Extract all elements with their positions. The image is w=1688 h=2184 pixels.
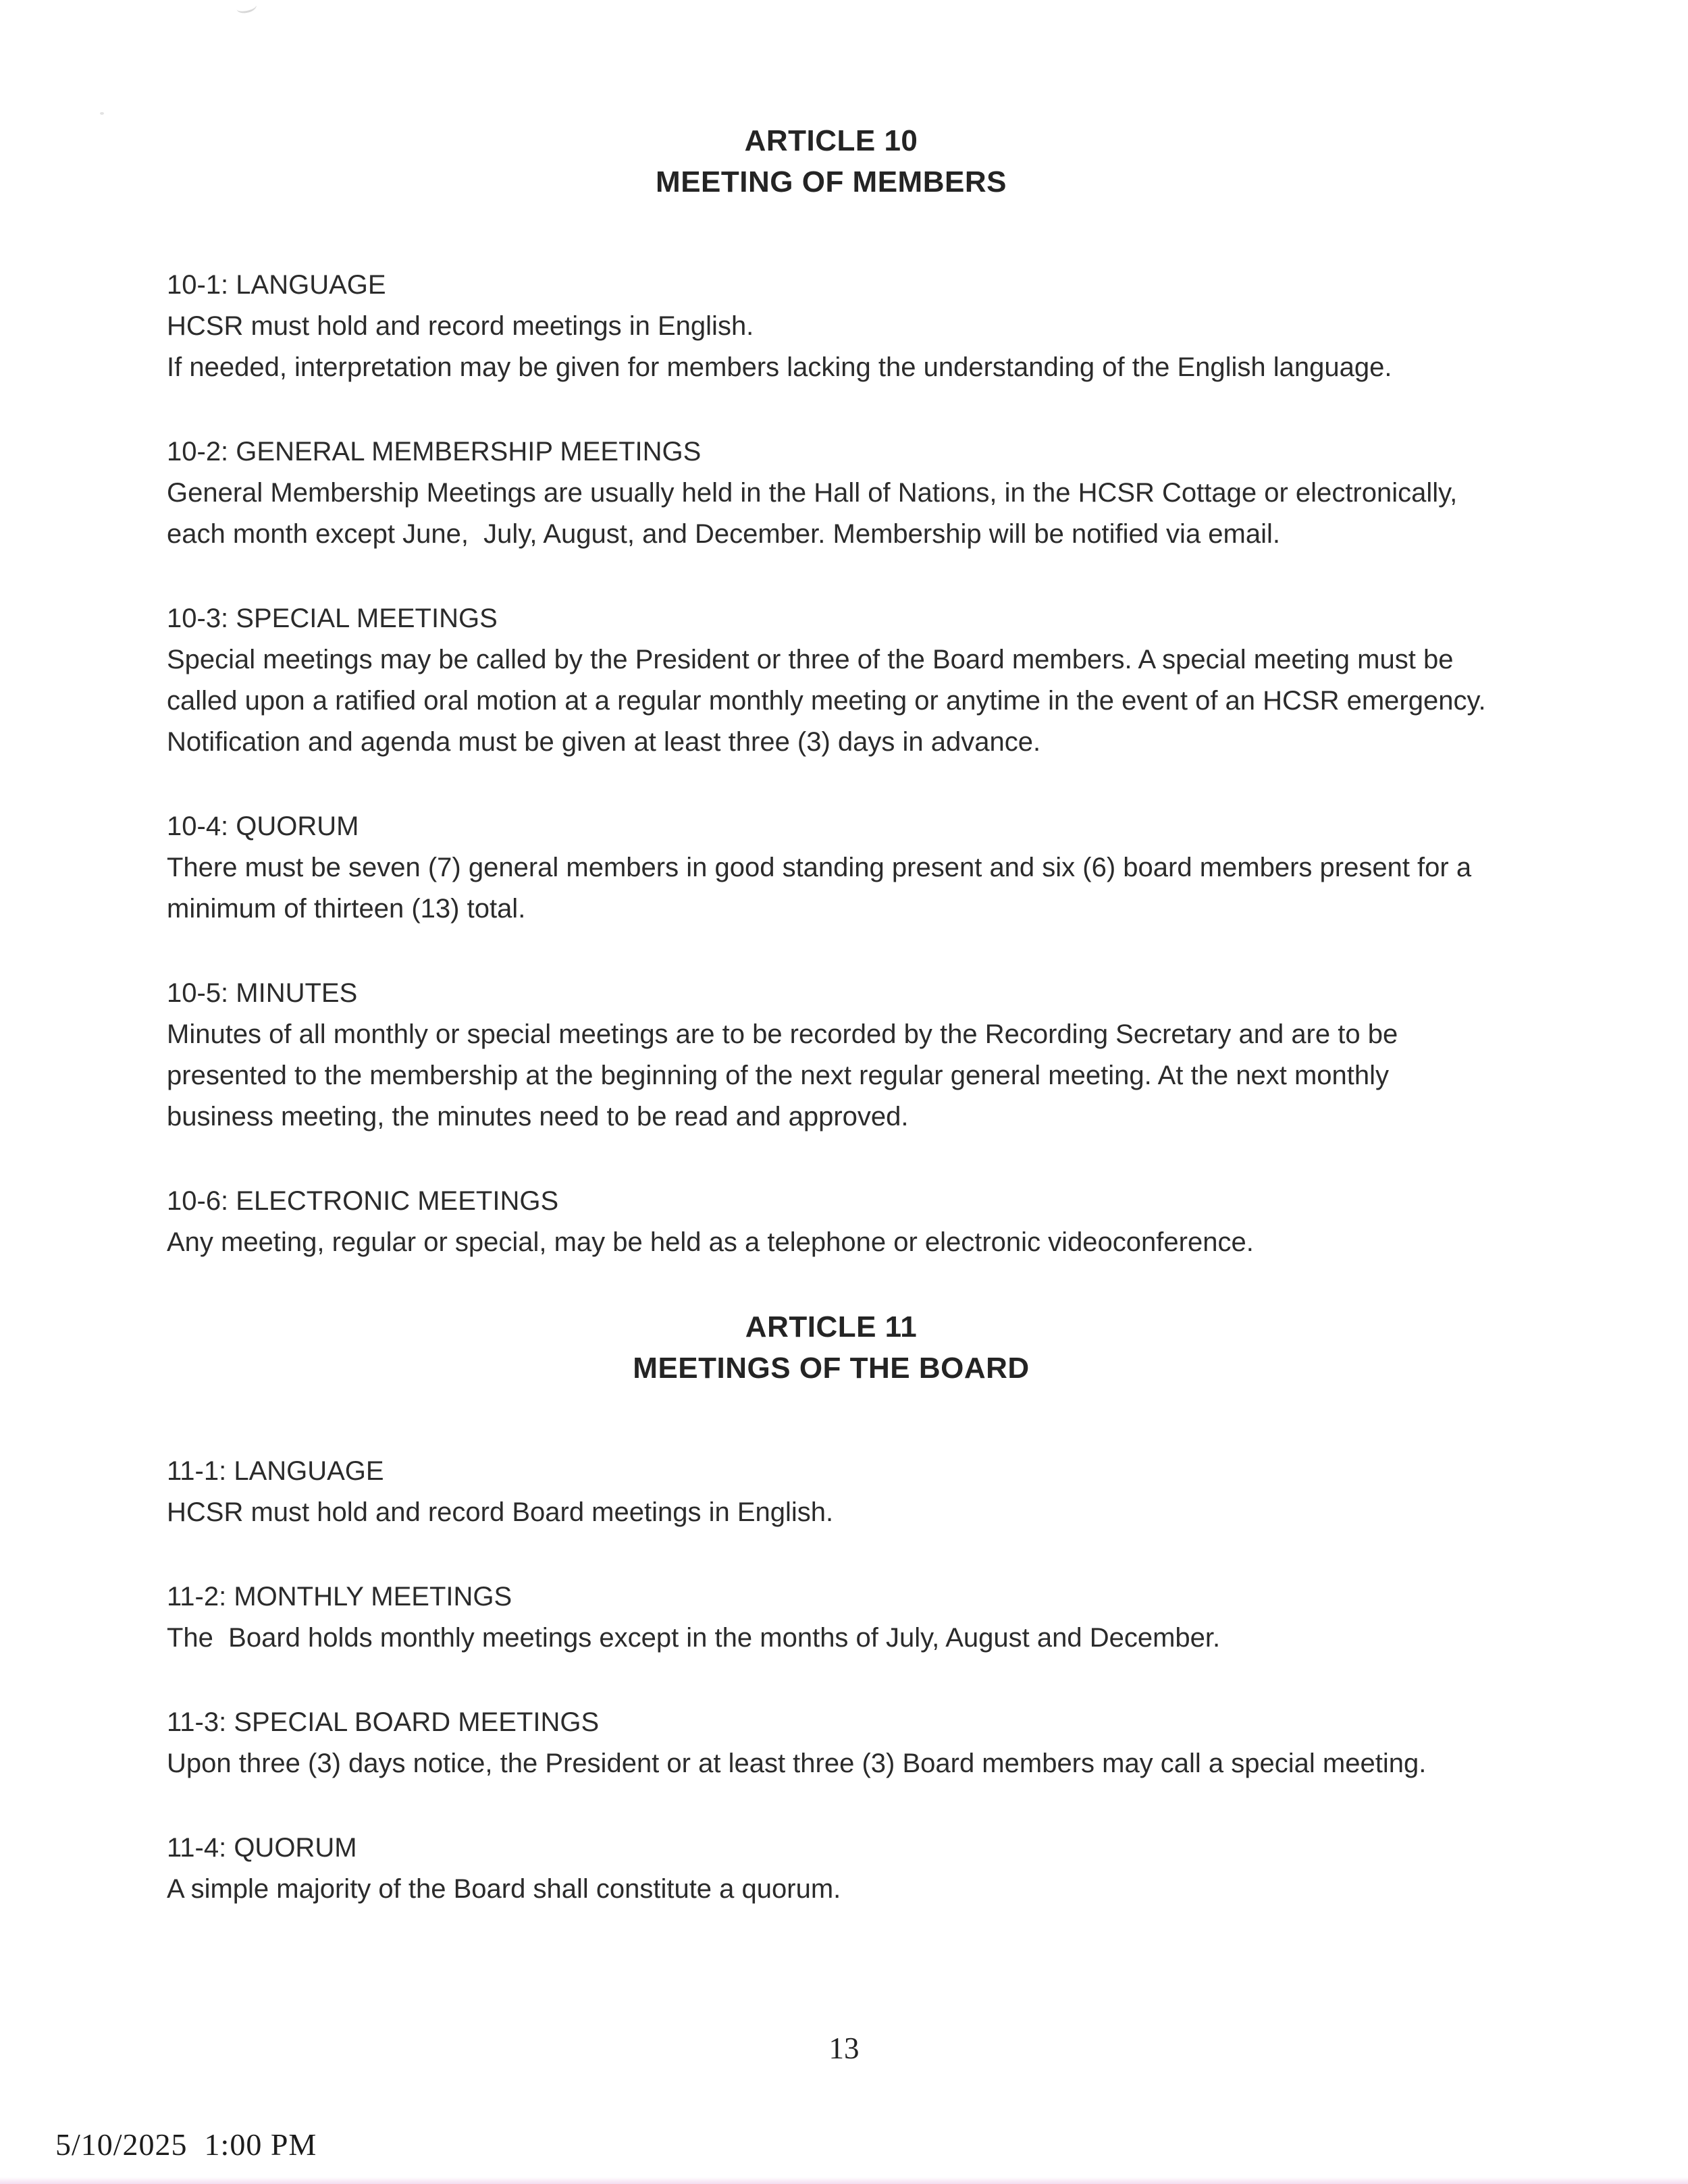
section-paragraph: HCSR must hold and record Board meetings in English.: [167, 1497, 834, 1527]
section-10-2: [167, 431, 1496, 555]
section-heading: 11-4: QUORUM: [167, 1833, 357, 1863]
article-11-subtitle: MEETINGS OF THE BOARD: [633, 1352, 1030, 1385]
section-heading: 10-2: GENERAL MEMBERSHIP MEETINGS: [167, 437, 702, 467]
article-10-header: [167, 120, 1496, 203]
section-paragraph: Special meetings may be called by the President or three of the Board members. A special meeting must be called upon a ratified oral motion at a regular monthly meeting or anytime in the event of an HCSR emergency. Notification and agenda must be given at least three (3) days in advance.: [167, 645, 1494, 757]
section-11-4: [167, 1828, 1496, 1910]
section-paragraph: The Board holds monthly meetings except in the months of July, August and December.: [167, 1623, 1221, 1653]
section-paragraph: If needed, interpretation may be given for members lacking the understanding of the English language.: [167, 352, 1392, 382]
section-heading: 11-1: LANGUAGE: [167, 1456, 384, 1486]
document-content: [167, 120, 1496, 1953]
article-10-subtitle: MEETING OF MEMBERS: [656, 165, 1007, 198]
section-11-1: [167, 1451, 1496, 1533]
section-11-2: [167, 1576, 1496, 1659]
section-paragraph: HCSR must hold and record meetings in English.: [167, 311, 754, 341]
section-11-3: [167, 1702, 1496, 1784]
section-heading: 10-1: LANGUAGE: [167, 270, 386, 300]
section-paragraph: Upon three (3) days notice, the President or at least three (3) Board members may call a special meeting.: [167, 1749, 1427, 1778]
section-10-5: [167, 973, 1496, 1138]
section-paragraph: General Membership Meetings are usually held in the Hall of Nations, in the HCSR Cottage or electronically, each month except June, July, August, and December. Membership will be notified via email.: [167, 478, 1465, 549]
section-10-6: [167, 1181, 1496, 1263]
section-10-4: [167, 806, 1496, 930]
section-heading: 10-5: MINUTES: [167, 978, 358, 1008]
section-heading: 10-3: SPECIAL MEETINGS: [167, 604, 498, 633]
section-10-1: [167, 265, 1496, 388]
section-heading: 10-4: QUORUM: [167, 811, 359, 841]
section-paragraph: Minutes of all monthly or special meetings are to be recorded by the Recording Secretary and are to be presented to the membership at the beginning of the next regular general meeting. At the next monthly business meeting, the minutes need to be read and approved.: [167, 1019, 1406, 1131]
section-heading: 10-6: ELECTRONIC MEETINGS: [167, 1186, 559, 1216]
scan-artifact-dot: [100, 112, 104, 115]
scan-edge-strip: [0, 2177, 1688, 2184]
section-paragraph: Any meeting, regular or special, may be held as a telephone or electronic videoconference.: [167, 1227, 1254, 1257]
section-heading: 11-2: MONTHLY MEETINGS: [167, 1582, 512, 1612]
section-paragraph: There must be seven (7) general members in good standing present and six (6) board members present for a minimum of thirteen (13) total.: [167, 853, 1479, 924]
page-number: 13: [828, 2031, 860, 2065]
print-timestamp: 5/10/2025 1:00 PM: [55, 2127, 317, 2162]
section-heading: 11-3: SPECIAL BOARD MEETINGS: [167, 1707, 600, 1737]
scan-artifact-squiggle: [236, 0, 258, 15]
article-11-header: [167, 1306, 1496, 1389]
section-10-3: [167, 598, 1496, 763]
article-11-title: ARTICLE 11: [745, 1310, 918, 1343]
section-paragraph: A simple majority of the Board shall constitute a quorum.: [167, 1874, 841, 1904]
article-10-title: ARTICLE 10: [744, 124, 918, 157]
